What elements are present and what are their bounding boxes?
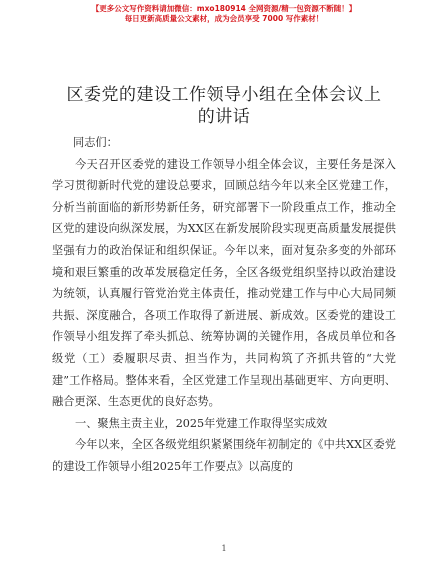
- salutation: 同志们：: [73, 136, 118, 149]
- promo-banner: [0, 4, 448, 24]
- promo-banner-line-2: 每日更新高质量公文素材，成为会员享受 7000 写作素材！: [124, 14, 324, 23]
- section-heading: 一、聚焦主责主业，2025年党建工作取得坚实成效: [75, 416, 328, 430]
- document-title: 区委党的建设工作领导小组在全体会议上的讲话: [66, 85, 382, 127]
- document-body: [52, 132, 396, 478]
- body-paragraph: 今年以来，全区各级党组织紧紧围绕年初制定的《中共XX区委党的建设工作领导小组2025年工作要点》以高度的: [52, 438, 396, 473]
- promo-banner-line-1: 【更多公文写作资料请加微信：mxo180914 全网资源/精一包资源不断随！】: [91, 4, 357, 13]
- page-number: 1: [221, 544, 227, 553]
- body-paragraph: 今天召开区委党的建设工作领导小组全体会议，主要任务是深入学习贯彻新时代党的建设总要求，回顾总结今年以来全区党建工作，分析当前面临的新形势新任务，研究部署下一阶段重点工作，推动全区党的建设向纵深发展，为XX区在新发展阶段实现更高质量发展提供坚强有力的政治保证和组织保证。今年以来，面对复杂多变的外部环境和艰巨繁重的改革发展稳定任务，全区各级党组织坚持以政治建设为统领，认真履行管党治党主体责任，推动党建工作与中心大局同频共振、深度融合，各项工作取得了新进展、新成效。区委党的建设工作领导小组发挥了牵头抓总、统筹协调的关键作用，各成员单位和各级党（工）委履职尽责、担当作为，共同构筑了齐抓共管的“大党建”工作格局。整体来看，全区党建工作呈现出基础更牢、方向更明、融合更深、生态更优的良好态势。: [52, 157, 396, 409]
